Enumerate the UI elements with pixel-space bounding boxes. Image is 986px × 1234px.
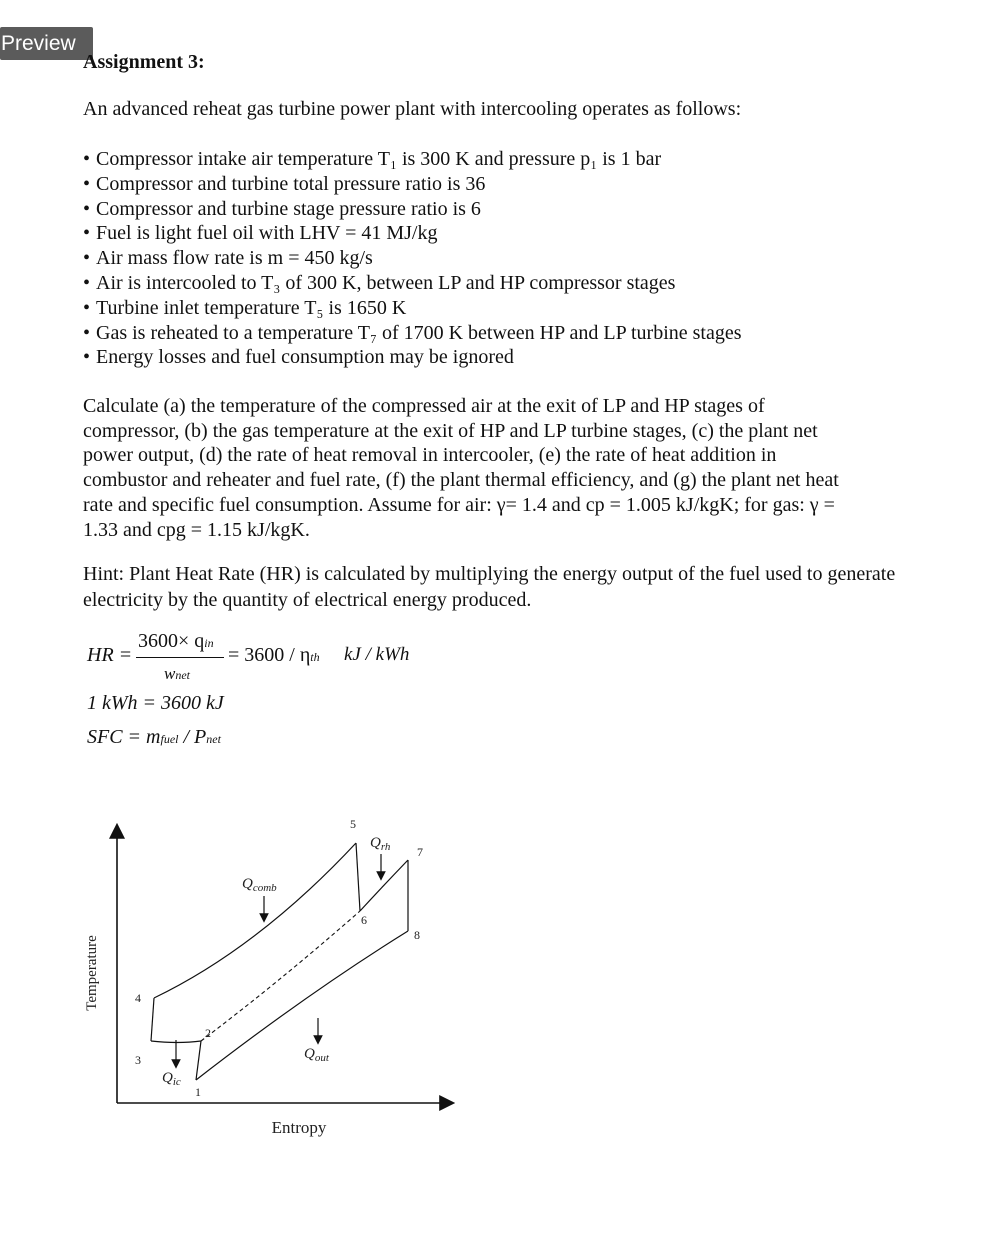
list-item: • Compressor intake air temperature T₁ is 300 K and pressure p₁ is 1 bar	[83, 147, 742, 172]
list-item: • Compressor and turbine total pressure ratio is 36	[83, 172, 742, 197]
list-item: • Energy losses and fuel consumption may be ignored	[83, 345, 742, 370]
hr-units: kJ / kWh	[344, 644, 410, 665]
state-4-label: 4	[135, 991, 141, 1005]
preview-badge: Preview	[0, 27, 93, 60]
hr-lhs: HR =	[87, 644, 133, 666]
q-out-label: $Q_{out}$	[304, 1046, 329, 1064]
ts-diagram	[78, 808, 468, 1148]
state-7-label: 7	[417, 845, 423, 859]
process-5-6	[356, 843, 360, 911]
y-axis-label: Temperature	[84, 935, 100, 1011]
hint-paragraph: Hint: Plant Heat Rate (HR) is calculated by multiplying the energy output of the fuel used to generate electricity by the quantity of electrical energy produced.	[83, 563, 896, 611]
intro-text: An advanced reheat gas turbine power plant with intercooling operates as follows:	[83, 98, 742, 120]
state-6-label: 6	[361, 913, 367, 927]
hr-denominator: wnet	[164, 664, 191, 683]
q-ic-label: $Q_{ic}$	[162, 1070, 181, 1088]
kwh-equation: 1 kWh = 3600 kJ	[87, 692, 224, 714]
calculate-paragraph: Calculate (a) the temperature of the compressed air at the exit of LP and HP stages of compressor, (b) the gas temperature at the exit of HP and LP turbine stages, (c) the plant net power output, (d) the rate of heat removal in intercooler, (e) the rate of heat addition in combustor and reheater and fuel rate, (f) the plant thermal efficiency, and (g) the plant net heat rate and specific fuel consumption. Assume for air: γ= 1.4 and cp = 1.005 kJ/kgK; for gas: γ = 1.33 and cpg = 1.15 kJ/kgK.	[83, 395, 839, 541]
state-2-label: 2	[205, 1026, 211, 1040]
state-5-label: 5	[350, 817, 356, 831]
process-6-7	[360, 860, 408, 911]
hr-numerator: 3600× qin	[138, 630, 214, 652]
x-axis-label: Entropy	[271, 1118, 327, 1137]
list-item: • Turbine inlet temperature T₅ is 1650 K	[83, 296, 742, 321]
hr-rhs: = 3600 / ηth	[228, 644, 320, 666]
state-3-label: 3	[135, 1053, 141, 1067]
process-4-5	[154, 843, 356, 998]
process-8-1	[196, 931, 408, 1080]
sfc-equation: SFC = mfuel / Pnet	[87, 726, 221, 748]
assignment-title: Assignment 3:	[83, 51, 205, 73]
list-item: • Air mass flow rate is m = 450 kg/s	[83, 246, 742, 271]
process-1-2	[196, 1041, 201, 1080]
list-item: • Gas is reheated to a temperature T₇ of 1700 K between HP and LP turbine stages	[83, 321, 742, 346]
state-8-label: 8	[414, 928, 420, 942]
state-1-label: 1	[195, 1085, 201, 1099]
list-item: • Air is intercooled to T₃ of 300 K, between LP and HP compressor stages	[83, 271, 742, 296]
q-rh-label: $Q_{rh}$	[370, 835, 391, 853]
dashed-isobar	[201, 911, 360, 1041]
fraction-bar	[136, 657, 224, 658]
q-comb-label: $Q_{comb}$	[242, 876, 277, 894]
list-item: • Fuel is light fuel oil with LHV = 41 MJ/kg	[83, 221, 742, 246]
list-item: • Compressor and turbine stage pressure ratio is 6	[83, 197, 742, 222]
process-3-4	[151, 998, 154, 1041]
conditions-list	[83, 147, 742, 370]
